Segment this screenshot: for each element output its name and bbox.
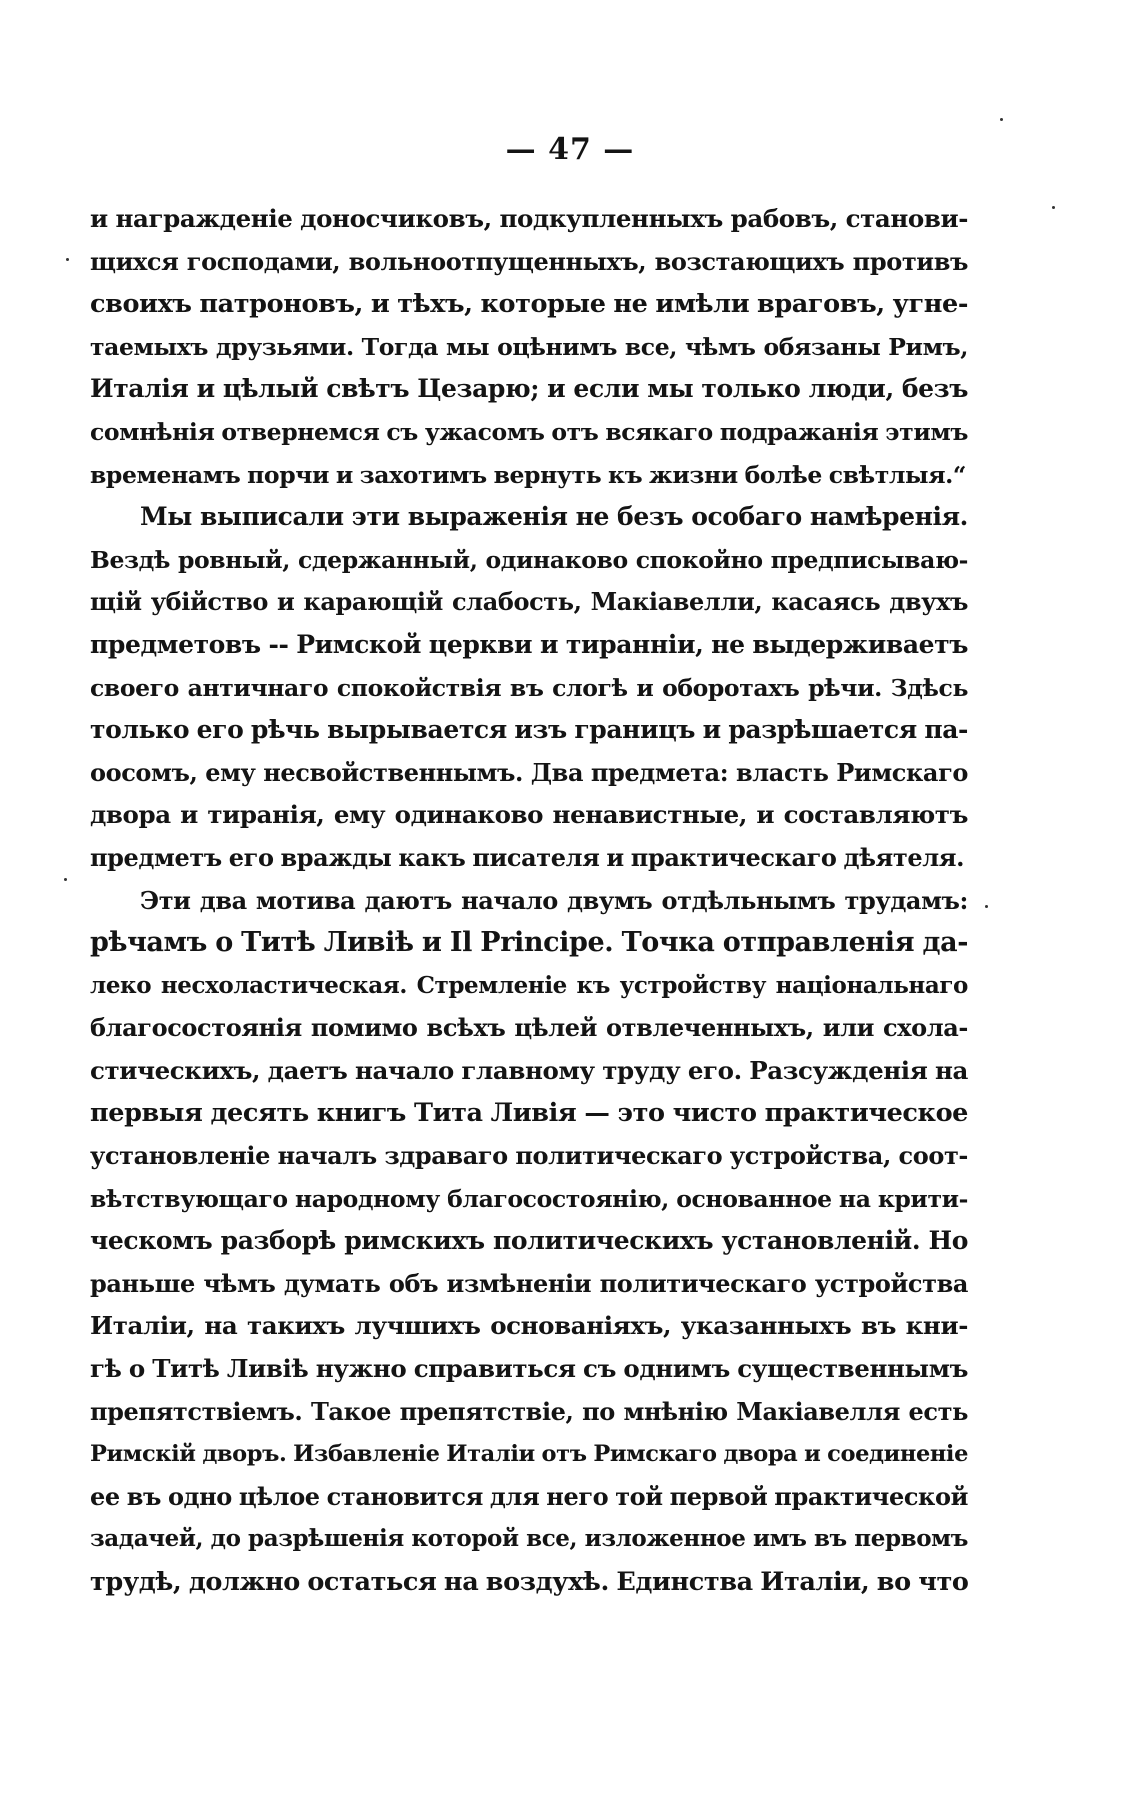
text-line: Вездѣ ровный, сдержанный, одинаково спокойно предписываю- [90, 545, 968, 574]
text-line: только его рѣчь вырывается изъ границъ и разрѣшается па- [90, 715, 968, 745]
text-line: щихся господами, вольноотпущенныхъ, возстающихъ противъ [90, 246, 968, 276]
text-line: леко несхоластическая. Стремленіе къ устройству національнаго [90, 971, 968, 999]
text-line: рѣчамъ о Титѣ Ливіѣ и Il Principe. Точка отправленія да- [90, 927, 968, 959]
text-line: установленіе началъ здраваго политическаго устройства, соот- [90, 1141, 968, 1171]
text-line: и награжденіе доносчиковъ, подкупленныхъ рабовъ, станови- [90, 204, 968, 233]
text-line: предметъ его вражды какъ писателя и практическаго дѣятеля. [90, 842, 965, 872]
text-line: своихъ патроновъ, и тѣхъ, которые не имѣли враговъ, угне- [90, 289, 968, 320]
text-line: ее въ одно цѣлое становится для него той первой практической [90, 1481, 968, 1511]
scan-speck [1052, 206, 1055, 209]
text-line: вѣтствующаго народному благосостоянію, основанное на крити- [90, 1184, 968, 1213]
body-text [90, 198, 968, 1604]
text-line: Италія и цѣлый свѣтъ Цезарю; и если мы только люди, безъ [90, 374, 968, 404]
text-line: таемыхъ друзьями. Тогда мы оцѣнимъ все, чѣмъ обязаны Римъ, [90, 332, 968, 361]
scan-speck [66, 258, 69, 261]
text-line: раньше чѣмъ думать объ измѣненіи политическаго устройства [90, 1268, 968, 1298]
text-line: сомнѣнія отвернемся съ ужасомъ отъ всякаго подражанія этимъ [90, 417, 968, 446]
text-line: щій убійство и карающій слабость, Макіавелли, касаясь двухъ [90, 587, 968, 617]
text-line: двора и тиранія, ему одинаково ненавистные, и составляютъ [90, 800, 968, 830]
text-line: первыя десять книгъ Тита Ливія — это чисто практическое [90, 1098, 968, 1129]
text-line: ческомъ разборѣ римскихъ политическихъ установленій. Но [90, 1226, 968, 1256]
page-number: — 47 — [505, 132, 635, 167]
text-line: Римскій дворъ. Избавленіе Италіи отъ Римскаго двора и соединеніе [90, 1441, 968, 1468]
text-line: временамъ порчи и захотимъ вернуть къ жизни болѣе свѣтлыя.“ [90, 460, 967, 489]
text-line: трудѣ, должно остаться на воздухѣ. Единства Италіи, во что [90, 1567, 969, 1597]
scan-speck [64, 878, 67, 881]
text-line: Италіи, на такихъ лучшихъ основаніяхъ, указанныхъ въ кни- [90, 1311, 968, 1341]
text-line: задачей, до разрѣшенія которой все, изложенное имъ въ первомъ [90, 1525, 968, 1553]
text-line: своего античнаго спокойствія въ слогѣ и оборотахъ рѣчи. Здѣсь [90, 673, 968, 702]
text-line: благосостоянія помимо всѣхъ цѣлей отвлеченныхъ, или схола- [90, 1013, 968, 1043]
text-line: предметовъ -- Римской церкви и тиранніи, не выдерживаетъ [90, 629, 968, 659]
scan-speck [1000, 118, 1003, 121]
scan-speck [985, 905, 988, 908]
text-line: стическихъ, даетъ начало главному труду его. Разсужденія на [90, 1055, 968, 1085]
text-line: Эти два мотива даютъ начало двумъ отдѣльнымъ трудамъ: [140, 885, 968, 915]
text-line: Мы выписали эти выраженія не безъ особаго намѣренія. [140, 502, 968, 532]
text-line: препятствіемъ. Такое препятствіе, по мнѣнію Макіавелля есть [90, 1396, 968, 1426]
text-line: гѣ о Титѣ Ливіѣ нужно справиться съ однимъ существеннымъ [90, 1354, 968, 1384]
text-line: оосомъ, ему несвойственнымъ. Два предмета: власть Римскаго [90, 757, 968, 787]
